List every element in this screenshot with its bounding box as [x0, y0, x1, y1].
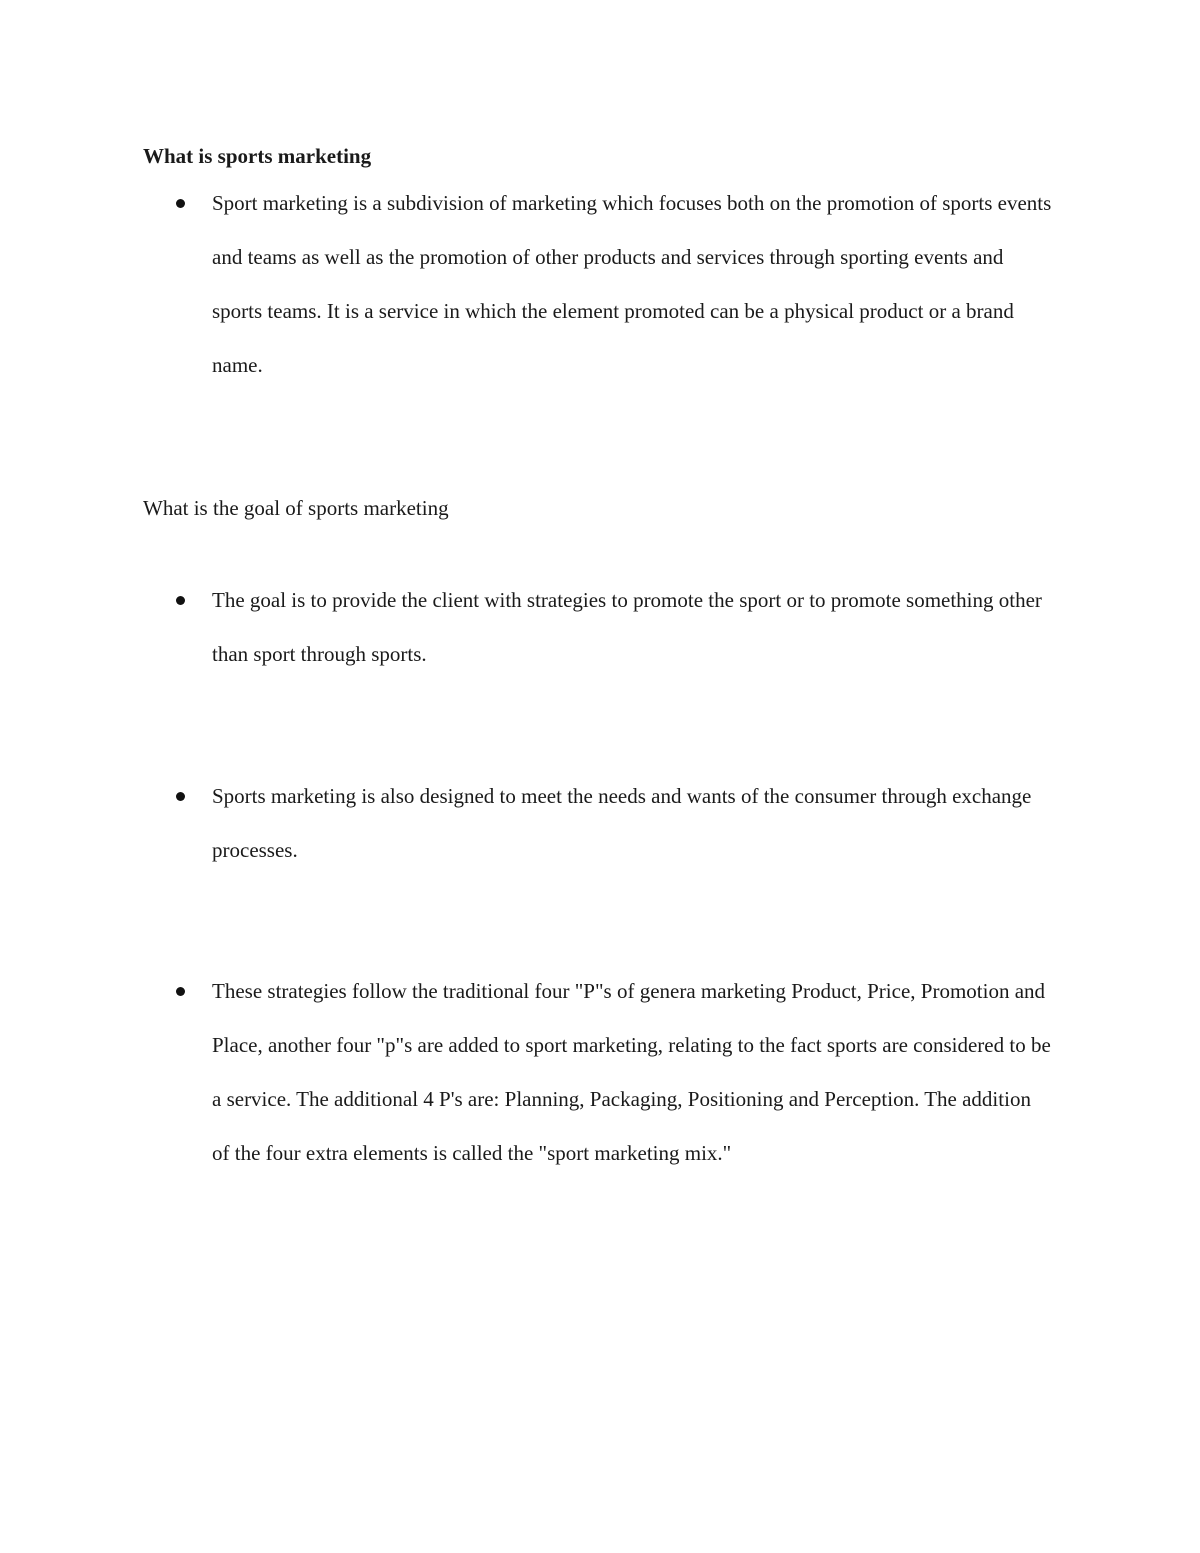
section-heading-sports-marketing: What is sports marketing	[143, 144, 372, 168]
bullet-text: Sport marketing is a subdivision of marketing which focuses both on the promotion of sports events and teams as well as the promotion of other products and services through sporting events and sports teams. It is a service in which the element promoted can be a physical product or a brand name.	[212, 191, 1052, 377]
list-item	[0, 573, 1052, 681]
bullet-text: The goal is to provide the client with strategies to promote the sport or to promote something other than sport through sports.	[212, 588, 1042, 666]
list-item	[0, 769, 1052, 877]
section-heading-goal: What is the goal of sports marketing	[143, 496, 449, 520]
list-item	[0, 964, 1052, 1180]
bullet-list-goal-3	[0, 964, 1052, 1180]
bullet-list-definition	[0, 176, 1052, 392]
list-item	[0, 176, 1052, 392]
bullet-text: These strategies follow the traditional four "P"s of genera marketing Product, Price, Promotion and Place, another four "p"s are added to sport marketing, relating to the fact sports are considered to be a service. The additional 4 P's are: Planning, Packaging, Positioning and Perception. The addition of the four extra elements is called the "sport marketing mix."	[212, 979, 1051, 1165]
bullet-list-goal-2	[0, 769, 1052, 877]
bullet-icon	[176, 792, 185, 801]
bullet-icon	[176, 199, 185, 208]
bullet-text: Sports marketing is also designed to meet the needs and wants of the consumer through exchange processes.	[212, 784, 1032, 862]
bullet-icon	[176, 596, 185, 605]
bullet-list-goal-1	[0, 573, 1052, 681]
bullet-icon	[176, 987, 185, 996]
